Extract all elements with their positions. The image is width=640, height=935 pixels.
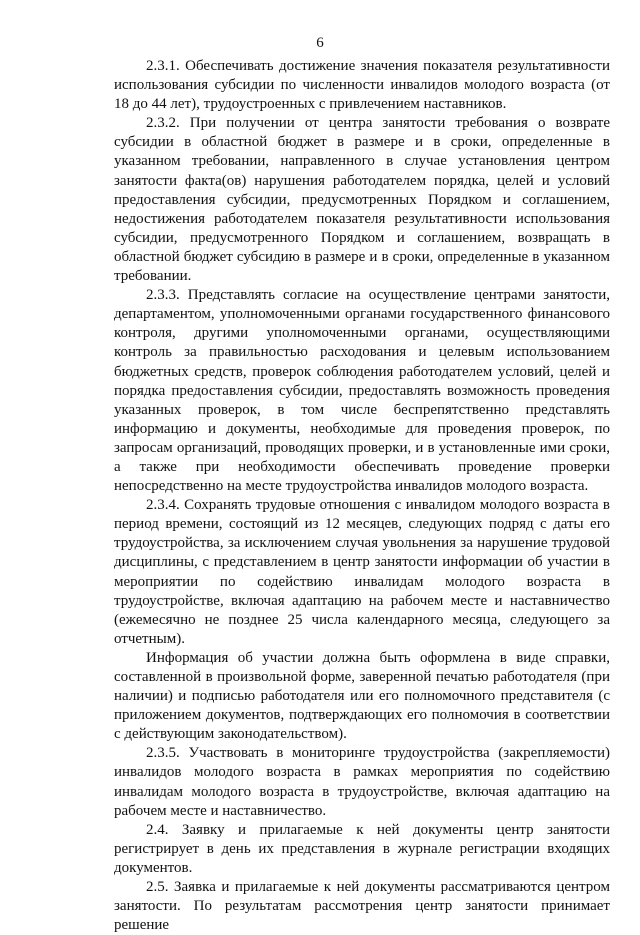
paragraph-2-3-5: 2.3.5. Участвовать в мониторинге трудоустройства (закрепляемости) инвалидов молодого возраста в рамках мероприятия по содействию инвалидам молодого возраста в трудоустройстве, включая адаптацию на рабочем месте и наставничество. bbox=[114, 745, 610, 819]
paragraph-2-3-2: 2.3.2. При получении от центра занятости требования о возврате субсидии в областной бюджет в размере и в сроки, определенные в указанном требовании, направленного в случае установления центром занятости факта(ов) нарушения работодателем порядка, целей и условий предоставления субсидии, предусмотренных Порядком и соглашением, недостижения работодателем показателя результативности использования субсидии, предусмотренного Порядком и соглашением, возвращать в областной бюджет субсидию в размере и в сроки, определенные в указанном требовании. bbox=[114, 115, 610, 285]
paragraph-2-3-4: 2.3.4. Сохранять трудовые отношения с инвалидом молодого возраста в период времени, состоящий из 12 месяцев, следующих подряд с даты его трудоустройства, за исключением случая увольнения за нарушение трудовой дисциплины, с представлением в центр занятости информации об участии в мероприятии по содействию инвалидам молодого возраста в трудоустройстве, включая адаптацию на рабочем месте и наставничество (ежемесячно не позднее 25 числа календарного месяца, следующего за отчетным). bbox=[114, 497, 610, 647]
paragraph-2-3-3: 2.3.3. Представлять согласие на осуществление центрами занятости, департаментом, уполномоченными органами государственного финансового контроля, другими уполномоченными органами, осуществляющими контроль за правильностью расходования и целевым использованием бюджетных средств, проверок соблюдения работодателем условий, целей и порядка предоставления субсидии, предоставлять возможность проведения указанных проверок, в том числе беспрепятственно представлять информацию и документы, необходимые для проведения проверок, по запросам организаций, проводящих проверки, и в установленные ими сроки, а также при необходимости обеспечивать проведение проверки непосредственно на месте трудоустройства инвалидов молодого возраста. bbox=[114, 287, 610, 495]
document-body bbox=[114, 57, 610, 935]
paragraph-2-4: 2.4. Заявку и прилагаемые к ней документы центр занятости регистрирует в день их представления в журнале регистрации входящих документов. bbox=[114, 821, 610, 876]
paragraph-2-5: 2.5. Заявка и прилагаемые к ней документы рассматриваются центром занятости. По результатам рассмотрения центр занятости принимает решение bbox=[114, 879, 610, 934]
paragraph-certificate-info: Информация об участии должна быть оформлена в виде справки, составленной в произвольной форме, заверенной печатью работодателя (при наличии) и подписью работодателя или его полномочного представителя (с приложением документов, подтверждающих его полномочия в соответствии с действующим законодательством). bbox=[114, 649, 610, 743]
paragraph-2-3-1: 2.3.1. Обеспечивать достижение значения показателя результативности использования субсидии по численности инвалидов молодого возраста (от 18 до 44 лет), трудоустроенных с привлечением наставников. bbox=[114, 58, 610, 113]
page-number: 6 bbox=[316, 35, 324, 51]
